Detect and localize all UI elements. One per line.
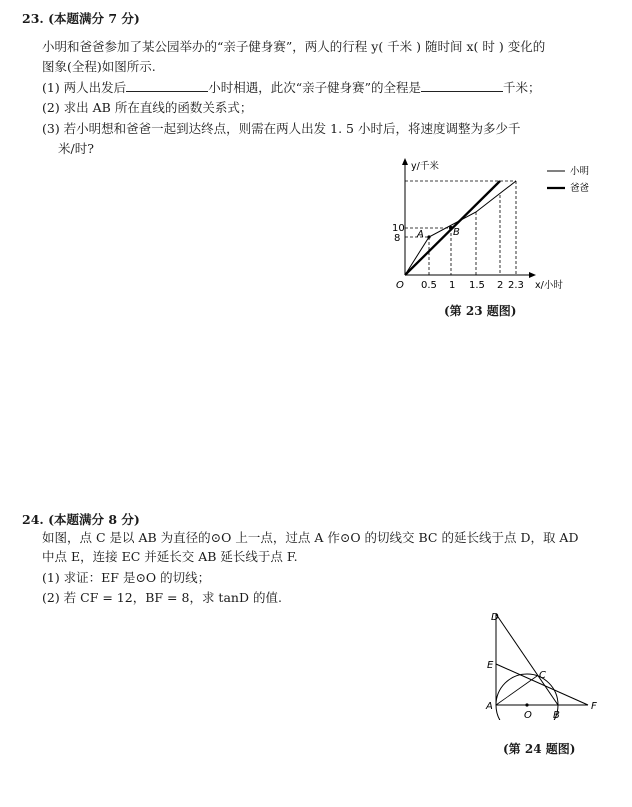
legend-xiaoming-label: 小明 <box>570 166 590 177</box>
label-b: B <box>553 710 560 720</box>
q23-figure-caption: (第 23 题图) <box>444 304 517 318</box>
q23-part1 <box>42 80 541 96</box>
q24-line2: 中点 E，连接 EC 并延长交 AB 延长线于点 F. <box>42 549 298 564</box>
point-a-label: A <box>417 229 424 240</box>
x-tick-05: 0.5 <box>421 280 437 291</box>
x-axis-arrow <box>529 272 536 278</box>
label-f: F <box>591 701 597 712</box>
q23-distance-time-graph <box>385 155 610 300</box>
y-axis-label: y/千米 <box>411 161 439 172</box>
x-tick-23: 2.3 <box>508 280 524 291</box>
origin-label: O <box>396 280 404 291</box>
q24-figure-caption: (第 24 题图) <box>503 742 576 756</box>
q23-part2: (2) 求出 AB 所在直线的函数关系式； <box>42 100 253 115</box>
x-axis-label: x/小时 <box>535 280 563 291</box>
q24-part2: (2) 若 CF = 12，BF = 8，求 tanD 的值. <box>42 590 282 605</box>
segment-db <box>496 614 558 705</box>
point-a <box>427 235 430 238</box>
q24-part1: (1) 求证：EF 是⊙O 的切线； <box>42 570 211 585</box>
point-o <box>525 703 528 706</box>
label-c: C <box>539 670 546 681</box>
label-a: A <box>486 701 493 712</box>
q23-part1-text-a: (1) 两人出发后 <box>42 80 127 95</box>
label-o: O <box>524 710 532 720</box>
x-tick-2: 2 <box>497 280 504 291</box>
q23-part3-line2: 米/时? <box>58 141 94 156</box>
q24-header: 24. (本题满分 8 分) <box>22 512 140 527</box>
label-d: D <box>491 612 499 623</box>
q24-circle-tangent-figure <box>480 608 605 720</box>
q23-header: 23. (本题满分 7 分) <box>22 11 140 26</box>
x-tick-15: 1.5 <box>469 280 485 291</box>
label-e: E <box>487 660 494 671</box>
q24-line1: 如图，点 C 是以 AB 为直径的⊙O 上一点，过点 A 作⊙O 的切线交 BC 的延长线于点 D，取 AD <box>42 530 579 545</box>
q23-answer-blank-time[interactable] <box>126 80 208 92</box>
q23-part1-text-b: 小时相遇，此次“亲子健身赛”的全程是 <box>208 80 421 95</box>
q23-answer-blank-distance[interactable] <box>421 80 503 92</box>
y-axis-arrow <box>402 158 408 165</box>
q23-part1-text-c: 千米； <box>502 80 541 95</box>
y-tick-10: 10 <box>392 223 405 234</box>
q23-part3-line1: (3) 若小明想和爸爸一起到达终点，则需在两人出发 1. 5 小时后，将速度调整为多少千 <box>42 121 521 136</box>
point-b-label: B <box>453 227 460 238</box>
x-tick-1: 1 <box>449 280 456 291</box>
segment-ac <box>496 676 537 705</box>
q23-intro-line2: 图象(全程)如图所示. <box>42 59 156 74</box>
y-tick-8: 8 <box>394 233 401 244</box>
legend-father-label: 爸爸 <box>570 183 590 194</box>
q23-intro-line1: 小明和爸爸参加了某公园举办的“亲子健身赛”，两人的行程 y( 千米 ) 随时间 x( 时 ) 变化的 <box>42 39 546 54</box>
